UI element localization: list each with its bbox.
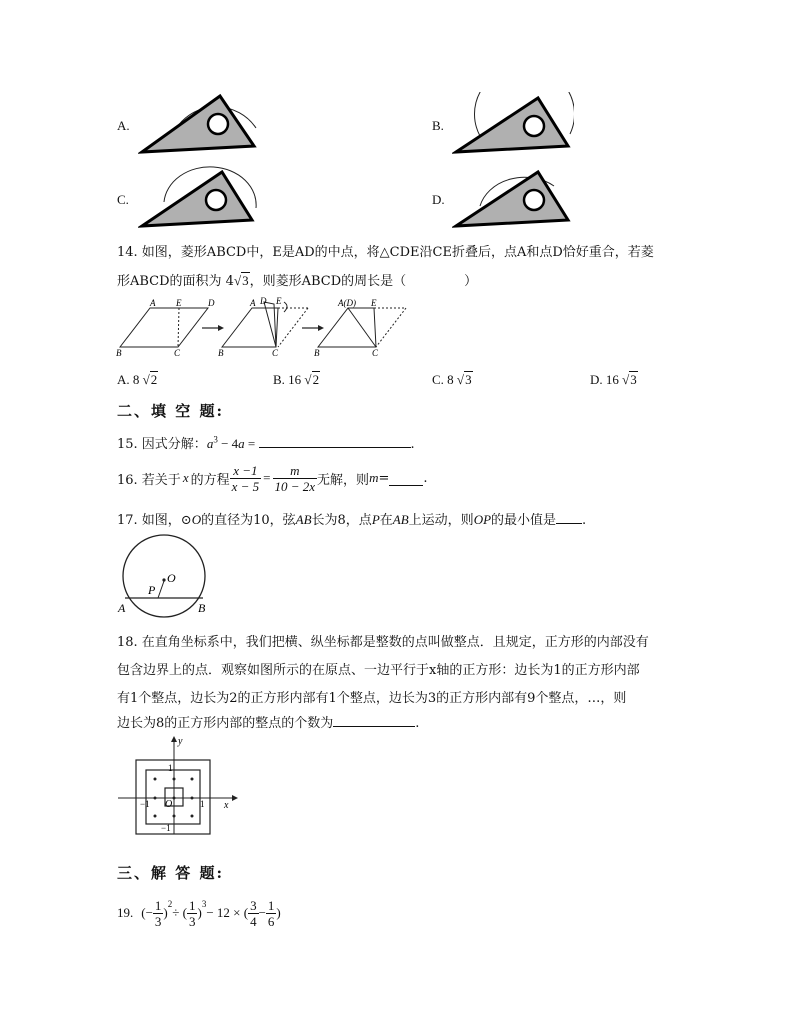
q16-eq: = [263,470,271,485]
q14-fig1-A: A [150,298,156,308]
q17-t1: 的直径为10，弦 [201,513,296,528]
q16-x: x [182,470,189,485]
q14-option-b-sqrt: √2 [304,372,320,387]
q19-p1: (− [141,905,153,920]
q18-figure [114,734,240,838]
q17-figure [114,534,214,618]
q14-fig1-D: D [208,298,215,308]
q13-option-c-label: C. [117,192,129,207]
q16-m: m [369,470,379,485]
q14-option-c [432,372,473,388]
q17 [117,509,586,528]
q17-fig-O: O [167,571,176,585]
q18-end: . [415,716,420,731]
q18-line-2: 包含边界上的点．观察如图所示的在原点、一边平行于x轴的正方形：边长为1的正方形内部 [117,663,640,678]
q19-f4-num: 1 [267,897,275,913]
q15-eq: = [244,436,259,451]
q14-option-c-rad: 3 [465,372,472,387]
q19-close: ) [276,905,281,920]
q13-option-a-figure [138,92,258,156]
q14-fig3-C: C [372,348,379,358]
q13-option-a-label: A. [117,118,130,133]
q18-line-1: 18. 在直角坐标系中，我们把横、纵坐标都是整数的点叫做整点．且规定，正方形的内部没有 [117,635,649,650]
q18-fig-1-top: 1 [168,763,173,773]
q13-options [0,0,794,220]
q14-fig1-C: C [174,348,181,358]
q14-line-2-b: ，则菱形ABCD的周长是（ [249,274,407,289]
q14-figure [114,296,414,358]
q16-mid: 的方程 [190,472,230,488]
q15-minus4: − 4 [217,436,239,451]
q14-fig3-AD: A(D) [338,298,356,308]
q19-div: ÷ ( [172,905,187,920]
q19 [117,893,281,933]
q19-f2-den: 3 [188,913,196,929]
q19-p3: ) [197,905,202,920]
q14-sqrt: √3 [233,273,249,288]
q15 [117,433,415,452]
q14-option-d-rad: 3 [630,372,637,387]
q14-line-2-a: 形ABCD的面积为 4 [117,274,234,289]
q17-fig-A: A [118,601,126,615]
q16-prefix: 16. 若关于 [117,472,181,488]
q14-option-c-sqrt: √3 [456,372,472,387]
q19-minus: − [258,905,266,920]
q18-line-4-text: 边长为8的正方形内部的整点的个数为 [117,716,334,731]
q19-frac-3 [248,898,259,929]
q18-fig-y: y [178,736,183,747]
q14-option-d-label: D. 16 [590,372,619,387]
q14-fig2-D: D [260,296,267,306]
q15-a: a [206,436,214,451]
q16-end: . [423,470,428,486]
q14-fig2-C: C [272,348,279,358]
q16-after: 无解，则 [317,472,370,488]
q18-fig-O: O [165,799,173,810]
q19-frac-1 [153,898,164,929]
q14-line-2-c: ） [464,274,478,289]
q19-prefix: 19. [117,905,134,920]
q17-t3: 在 [379,513,393,528]
q14-option-a-label: A. 8 [117,372,140,387]
q17-fig-B: B [198,601,206,615]
q18-answer-blank[interactable] [333,712,415,727]
q15-exp: 3 [213,434,218,445]
q17-OP: OP [473,512,492,527]
q15-answer-blank[interactable] [259,433,411,448]
q17-P: P [371,512,380,527]
q14-fig3-B: B [314,348,320,358]
q15-end: . [410,437,415,452]
q17-answer-blank[interactable] [556,509,582,524]
q19-e2: 2 [167,899,173,909]
q18-line-3: 有1个整点，边长为2的正方形内部有1个整点，边长为3的正方形内部有9个整点，…，则 [117,691,627,706]
q17-prefix: 17. 如图，⊙ [117,513,192,528]
q18-fig-1-right: 1 [200,799,205,809]
section-3-heading: 三、解 答 题: [117,864,224,882]
q14-fig3-E: E [371,298,377,308]
q14-sqrt-radicand: 3 [242,273,249,288]
q14-fig2-E: E [276,296,282,306]
q14-line-2 [117,270,477,289]
q14-fig2-B: B [218,348,224,358]
q18-fig-neg1-bottom: −1 [161,823,171,833]
q19-f1-num: 1 [154,897,162,913]
q17-end: . [582,513,587,528]
q16-frac-1-den: x − 5 [231,478,260,494]
q19-f2-num: 1 [188,897,196,913]
q14-option-d [590,372,638,388]
q17-AB-1: AB [295,512,312,527]
q13-option-b-label: B. [432,118,444,133]
q14-line-1: 14. 如图，菱形ABCD中，E是AD的中点，将△CDE沿CE折叠后，点A和点D恰好重合，若菱 [117,245,654,260]
q13-option-d-figure [452,162,574,230]
q19-frac-2 [187,898,198,929]
q14-fig2-A: A [250,298,256,308]
q17-t5: 的最小值是 [491,513,557,528]
q17-t2: 长为8，点 [311,513,372,528]
q15-a2: a [238,436,245,451]
q14-option-a-sqrt: √2 [142,372,158,387]
q18-fig-x: x [224,800,229,811]
q18-fig-neg1-left: −1 [140,799,150,809]
q16-frac-2-num: m [273,463,318,479]
q14-option-b-label: B. 16 [273,372,302,387]
q14-option-d-sqrt: √3 [622,372,637,387]
q13-option-c-figure [138,162,260,230]
section-2-heading: 二、填 空 题: [117,402,224,420]
q19-rest: − 12 × ( [206,905,249,920]
q14-option-c-label: C. 8 [432,372,454,387]
q13-option-b-figure [452,92,574,156]
q16-frac-2 [273,463,318,494]
q19-f1-den: 3 [154,913,162,929]
q14-fig1-E: E [176,298,182,308]
q16 [117,458,428,498]
q14-option-b [273,372,320,388]
q17-fig-P: P [148,583,156,597]
q14-option-a [117,372,158,388]
q15-prefix: 15. 因式分解： [117,437,207,452]
q16-eqsign: = [378,470,390,486]
q17-AB-2: AB [392,512,409,527]
q16-frac-1 [230,463,262,494]
q19-frac-4 [266,898,277,929]
q17-t4: 上运动，则 [408,513,474,528]
q14-option-a-rad: 2 [150,372,158,387]
q16-frac-1-num: x −1 [230,463,262,479]
q19-p2: ) [163,905,168,920]
q16-frac-2-den: 10 − 2x [274,478,316,494]
q13-option-d-label: D. [432,192,445,207]
q18-line-4 [117,712,419,731]
q14-fig1-B: B [116,348,122,358]
q16-answer-blank[interactable] [389,471,423,486]
q19-f3-den: 4 [250,913,257,929]
q17-O: O [191,512,202,527]
q19-e3: 3 [201,899,207,909]
q19-f4-den: 6 [267,913,275,929]
q14-option-b-rad: 2 [312,372,320,387]
q19-f3-num: 3 [250,897,257,913]
